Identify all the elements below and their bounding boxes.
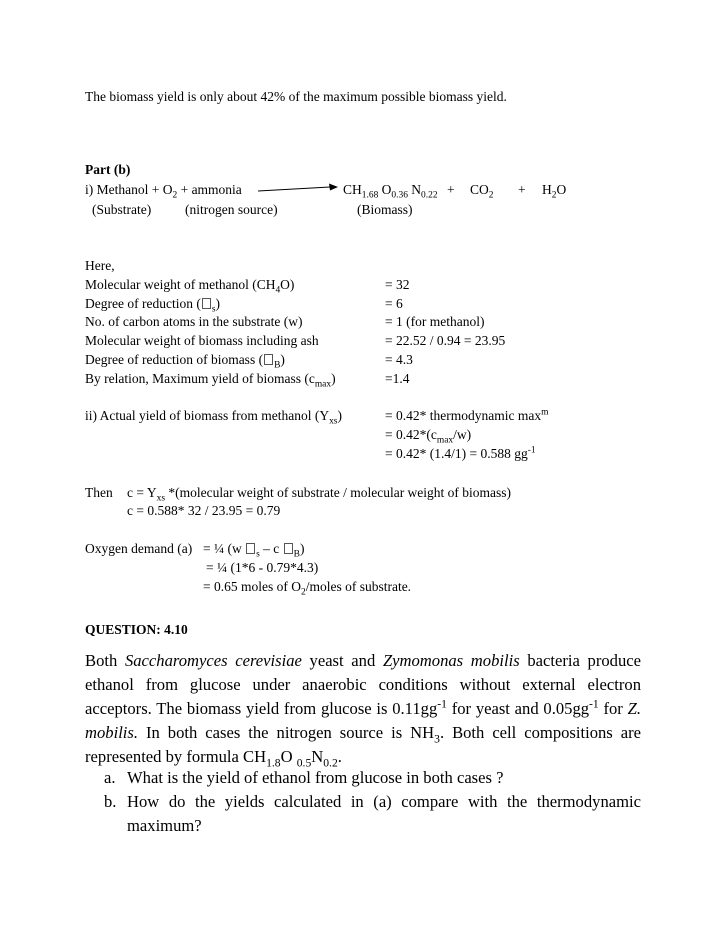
- reaction-h2o: $H_2O$: [542, 182, 567, 201]
- question-paragraph-line-1: Both Saccharomyces cerevisiae yeast and Zymomonas mobilis bacteria produce: [85, 651, 641, 670]
- param-label-mw-methanol: Molecular weight of methanol $(CH_4O)$: [85, 277, 295, 296]
- missing-glyph-icon: [264, 354, 273, 365]
- list-item-a: What is the yield of ethanol from glucose in both cases ?: [127, 768, 504, 787]
- actual-yield-label: ii) Actual yield of biomass from methanol $(Y_{xs})$: [85, 408, 342, 427]
- nitrogen-source-label: (nitrogen source): [185, 202, 278, 217]
- oxygen-demand-label: Oxygen demand (a): [85, 541, 193, 556]
- reaction-lhs: i) Methanol + $O_2$ + ammonia: [85, 182, 242, 201]
- intro-text: The biomass yield is only about 42% of the maximum possible biomass yield.: [85, 89, 507, 104]
- param-value-mw-biomass: = 22.52 / 0.94 = 23.95: [385, 333, 506, 348]
- question-paragraph-line-2: ethanol from glucose under anaerobic conditions without external electron: [85, 675, 641, 694]
- reaction-product: $CH_{1.68}$ $O_{0.36}$ $N_{0.22}$: [343, 182, 438, 201]
- question-paragraph-line-4: mobilis. In both cases the nitrogen source is $NH_3$. Both cell compositions are: [85, 723, 641, 746]
- oxygen-demand-line-1: = ¼ (w $_s$ – c $_B$): [203, 541, 305, 560]
- param-label-mw-biomass: Molecular weight of biomass including ash: [85, 333, 319, 348]
- param-value-carbon-atoms: = 1 (for methanol): [385, 314, 485, 329]
- then-line-1: $c = Y_{xs}$ *(molecular weight of substrate / molecular weight of biomass): [127, 485, 512, 504]
- list-item-marker-b: b.: [104, 792, 117, 811]
- param-label-max-yield: By relation, Maximum yield of biomass $(c_{max})$: [85, 371, 336, 390]
- oxygen-demand-line-3: = 0.65 moles of $O_2$/moles of substrate.: [203, 579, 412, 598]
- actual-yield-line-1: = 0.42* thermodynamic $\max^m$: [385, 407, 549, 423]
- reaction-arrow-icon: [258, 183, 338, 195]
- then-line-2: c = 0.588* 32 / 23.95 = 0.79: [127, 503, 281, 518]
- param-label-carbon-atoms: No. of carbon atoms in the substrate (w): [85, 314, 303, 329]
- reaction-co2: $CO_2$: [470, 182, 494, 201]
- oxygen-demand-line-2: = ¼ (1*6 - 0.79*4.3): [206, 560, 319, 575]
- param-label-degree-reduction-biomass: Degree of reduction of biomass ( $_B$): [85, 352, 285, 371]
- reaction-plus-1: +: [447, 182, 455, 197]
- question-paragraph-line-3: acceptors. The biomass yield from glucose is $0.11gg^{-1}$ for yeast and $0.05gg^{-1}$ for Z.: [85, 697, 641, 718]
- part-b-heading: Part (b): [85, 162, 131, 177]
- then-label: Then: [85, 485, 113, 500]
- missing-glyph-icon: [284, 543, 293, 554]
- reaction-plus-2: +: [518, 182, 526, 197]
- question-heading: QUESTION: 4.10: [85, 622, 188, 637]
- actual-yield-line-2: = $0.42*(c_{max}/w)$: [385, 427, 472, 446]
- missing-glyph-icon: [246, 543, 255, 554]
- param-value-degree-reduction: = 6: [385, 296, 403, 311]
- param-value-degree-reduction-biomass: = 4.3: [385, 352, 413, 367]
- question-paragraph-line-5: represented by formula $CH_{1.8}O$ $_{0.5}N_{0.2}$.: [85, 747, 342, 770]
- here-label: Here,: [85, 258, 115, 273]
- biomass-label: (Biomass): [357, 202, 413, 217]
- param-value-mw-methanol: = 32: [385, 277, 410, 292]
- list-item-b: How do the yields calculated in (a) compare with the thermodynamic: [127, 792, 641, 811]
- param-value-max-yield: =1.4: [385, 371, 410, 386]
- list-item-marker-a: a.: [104, 768, 116, 787]
- substrate-label: (Substrate): [92, 202, 152, 217]
- actual-yield-line-3: = 0.42* (1.4/1) = 0.588 $gg^{-1}$: [385, 445, 536, 461]
- list-item-b-continued: maximum?: [127, 816, 202, 835]
- param-label-degree-reduction: Degree of reduction ( $_s$): [85, 296, 221, 315]
- missing-glyph-icon: [202, 298, 211, 309]
